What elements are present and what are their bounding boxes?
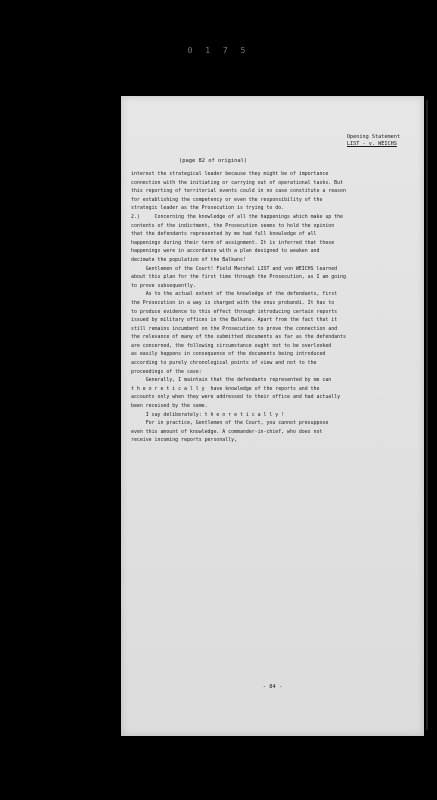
text-line: for establishing the competency or even the responsibility of the <box>131 196 323 203</box>
text-line: the relevance of many of the submitted documents as far as the defendants <box>131 334 346 341</box>
text-line: t h e o r e t i c a l l y have knowledge of the reports and the <box>131 385 320 392</box>
text-line: even this amount of knowledge. A commander-in-chief, who does not <box>131 428 323 435</box>
document-header <box>347 134 400 148</box>
document-page <box>121 96 424 736</box>
text-line: contents of the indictment, the Prosecution seems to hold the opinion <box>131 222 335 229</box>
film-edge <box>426 100 428 730</box>
text-line: happenings during their term of assignment. It is inferred that these <box>131 239 335 246</box>
text-line: accounts only when they were addressed to their office and had actually <box>131 394 341 401</box>
text-line: issued by military offices in the Balkans. Apart from the fact that it <box>131 317 338 324</box>
header-case: LIST - v. WEICHS <box>346 141 397 147</box>
text-line: Gentlemen of the Court! Field Marshal LIST and von WEICHS learned <box>131 265 338 272</box>
text-line: 2.) Concerning the knowledge of all the happenings which make up the <box>131 213 343 220</box>
text-line: decimate the population of the Balkans! <box>131 256 246 263</box>
text-line: happenings were in accordance with a plan designed to weaken and <box>131 248 320 255</box>
text-line: still remains incumbent on the Prosecution to prove the connection and <box>131 325 338 332</box>
text-line: are concerned, the following circumstance ought not to be overlooked <box>131 342 332 349</box>
text-line: As to the actual extent of the knowledge of the defendants, first <box>131 291 338 298</box>
text-line: I say deliberately: t h e o r e t i c a l l y ! <box>131 411 285 418</box>
text-line: interest the strategical leader because they might be of importance <box>131 171 329 177</box>
text-line: this reporting of territorial events could in no case constitute a reason <box>131 188 346 195</box>
text-line: Generally, I maintain that the defendants represented by me can <box>131 377 332 384</box>
original-page-reference: (page 82 of original) <box>179 158 248 164</box>
text-line: the Prosecution in a way is charged with the onus probandi. It has to <box>131 299 335 306</box>
text-line: according to purely chronological points of view and not to the <box>131 360 317 367</box>
frame-number: 0 1 7 5 <box>187 46 250 55</box>
text-line: about this plan for the first time through the Prosecution, as I am going <box>131 274 346 281</box>
text-line: proceedings of the case: <box>131 368 202 375</box>
header-title: Opening Statement <box>346 134 400 140</box>
text-line: as easily happens in consequence of the documents being introduced <box>131 351 326 358</box>
text-line: been received by the same. <box>131 403 208 410</box>
page-number: - 84 - <box>262 684 283 690</box>
text-line: connection with the initiating or carrying out of operational tasks. But <box>131 179 343 186</box>
text-line: that the defendants represented by me had full knowledge of all <box>131 231 317 238</box>
text-line: For in practice, Gentlemen of the Court, you cannot presuppose <box>131 420 329 427</box>
text-line: receive incoming reports personally, <box>131 437 237 444</box>
text-line: to produce evidence to this effect through introducing certain reports <box>131 308 338 315</box>
text-line: to prove subsequently. <box>131 282 196 289</box>
text-line: strategic leader as the Prosecution is trying to do. <box>131 205 285 212</box>
document-body <box>131 170 421 445</box>
